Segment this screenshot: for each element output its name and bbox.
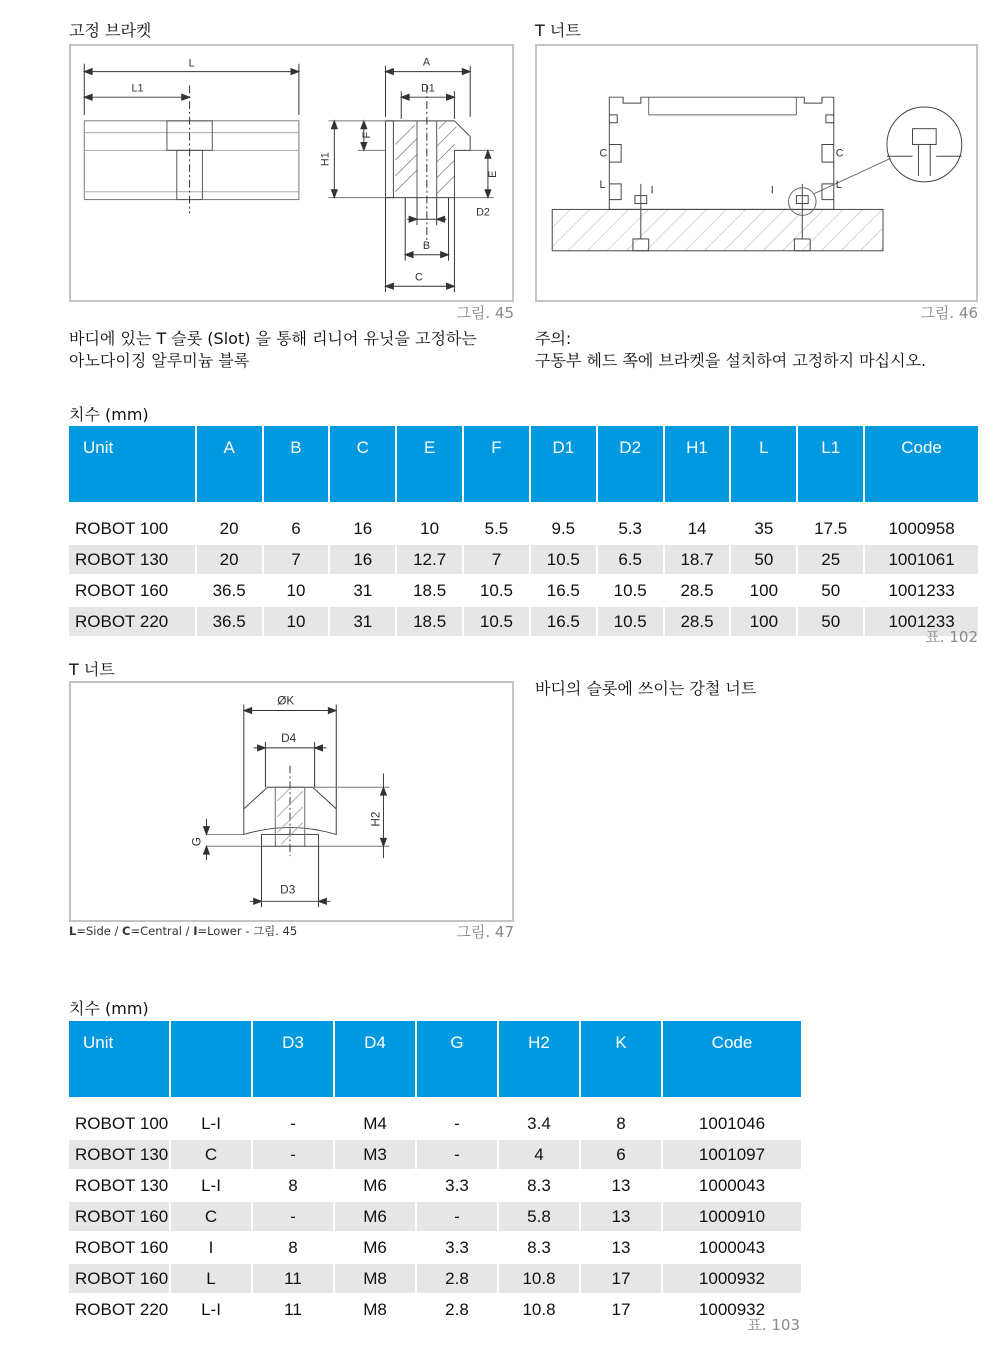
table-row (69, 1171, 801, 1200)
table-cell: 20 (197, 514, 262, 543)
column-header: D2 (598, 426, 663, 502)
dim-label-C: C (415, 271, 423, 284)
table-cell: 31 (330, 607, 395, 636)
table-cell: 14 (665, 514, 730, 543)
table-cell: 7 (464, 545, 529, 574)
table-cell: ROBOT 130 (69, 1140, 169, 1169)
table-row (69, 1233, 801, 1262)
table-cell: M3 (335, 1140, 415, 1169)
table-cell: 36.5 (197, 576, 262, 605)
dim-label-D1: D1 (420, 82, 435, 95)
table-cell: 50 (798, 607, 863, 636)
column-header: K (581, 1021, 661, 1097)
table-cell: 1001046 (663, 1109, 801, 1138)
table-cell: 5.5 (464, 514, 529, 543)
table-row (69, 545, 978, 574)
table-102-caption: 표. 102 (925, 628, 978, 646)
table-cell: ROBOT 160 (69, 1264, 169, 1293)
table-cell: 16 (330, 545, 395, 574)
table-cell: 11 (253, 1295, 333, 1324)
table-cell: 7 (264, 545, 329, 574)
tnut-description: 바디의 슬롯에 쓰이는 강철 너트 (535, 679, 757, 698)
table-cell: 1001097 (663, 1140, 801, 1169)
table-cell: 5.8 (499, 1202, 579, 1231)
table-row (69, 514, 978, 543)
bracket-section-title: 고정 브라켓 (69, 21, 152, 40)
table-cell: 6 (264, 514, 329, 543)
table-cell: 16.5 (531, 607, 596, 636)
table-cell: 100 (731, 576, 796, 605)
table-row (69, 576, 978, 605)
table-cell: 1000958 (865, 514, 978, 543)
tnut-dimensions-table (67, 1019, 803, 1326)
bracket-description-line-2: 아노다이징 알루미늄 블록 (69, 351, 250, 370)
tnut-section-title-top: T 너트 (535, 21, 581, 40)
mounting-note (535, 328, 975, 372)
table-cell: 3.4 (499, 1109, 579, 1138)
column-header: L1 (798, 426, 863, 502)
table-cell: 31 (330, 576, 395, 605)
dim-label-A: A (422, 56, 431, 69)
table-cell: 17.5 (798, 514, 863, 543)
table-cell: 28.5 (665, 607, 730, 636)
bracket-description (69, 328, 519, 372)
table-cell: 10.5 (464, 607, 529, 636)
column-header: G (417, 1021, 497, 1097)
table-cell: 50 (798, 576, 863, 605)
tnut-drawing (69, 681, 514, 922)
type-legend (69, 923, 297, 939)
table-cell: ROBOT 160 (69, 576, 195, 605)
table-cell: 28.5 (665, 576, 730, 605)
table-cell: M8 (335, 1295, 415, 1324)
dim-label-L: L (188, 57, 195, 70)
table-cell: 10 (264, 607, 329, 636)
table-cell: 18.5 (397, 576, 462, 605)
table-cell: ROBOT 130 (69, 1171, 169, 1200)
table-cell: 8 (253, 1233, 333, 1262)
table-cell: 36.5 (197, 607, 262, 636)
table-102-title: 치수 (mm) (69, 405, 149, 424)
table-cell: I (171, 1233, 251, 1262)
dim-label-H2: H2 (368, 811, 383, 827)
table-cell: 10.5 (598, 607, 663, 636)
table-cell: 1001233 (865, 607, 978, 636)
table-cell: 10.5 (598, 576, 663, 605)
fig46-label-c-left: C (599, 147, 608, 160)
table-cell: 10.5 (464, 576, 529, 605)
note-text: 구동부 헤드 쪽에 브라켓을 설치하여 고정하지 마십시오. (535, 351, 927, 370)
legend-val-l: =Side / (76, 924, 123, 938)
table-cell: 8 (581, 1109, 661, 1138)
table-cell: 1000910 (663, 1202, 801, 1231)
table-spacer (69, 504, 978, 512)
table-header-row (69, 426, 978, 502)
table-cell: 20 (197, 545, 262, 574)
table-cell: - (417, 1202, 497, 1231)
table-cell: 4 (499, 1140, 579, 1169)
table-cell: ROBOT 100 (69, 1109, 169, 1138)
table-cell: - (253, 1140, 333, 1169)
table-cell: 17 (581, 1264, 661, 1293)
table-103-title: 치수 (mm) (69, 999, 149, 1018)
table-cell: M6 (335, 1202, 415, 1231)
table-cell: 5.3 (598, 514, 663, 543)
column-header: F (464, 426, 529, 502)
figure-47-caption: 그림. 47 (456, 923, 514, 941)
column-header: H1 (665, 426, 730, 502)
table-cell: L-I (171, 1295, 251, 1324)
legend-key-l: L (69, 924, 77, 938)
table-cell: M4 (335, 1109, 415, 1138)
table-cell: 10.8 (499, 1295, 579, 1324)
column-header: D3 (253, 1021, 333, 1097)
table-cell: 25 (798, 545, 863, 574)
table-cell: 11 (253, 1264, 333, 1293)
figure-46-caption: 그림. 46 (920, 304, 978, 322)
table-cell: 1001061 (865, 545, 978, 574)
table-cell: 10.5 (531, 545, 596, 574)
bracket-description-line-1: 바디에 있는 T 슬롯 (Slot) 을 통해 리니어 유닛을 고정하는 (69, 329, 477, 348)
table-cell: 1000932 (663, 1264, 801, 1293)
table-header-row (69, 1021, 801, 1097)
bracket-dimensions-table (67, 424, 980, 638)
table-cell: - (253, 1109, 333, 1138)
table-cell: 13 (581, 1171, 661, 1200)
table-cell: 50 (731, 545, 796, 574)
table-cell: ROBOT 100 (69, 514, 195, 543)
table-cell: 18.5 (397, 607, 462, 636)
table-103-caption: 표. 103 (747, 1316, 800, 1334)
tnut-mounting-drawing (535, 44, 978, 302)
table-cell: 10 (397, 514, 462, 543)
fig46-label-l-left: L (599, 178, 606, 191)
legend-key-c: C (122, 924, 131, 938)
table-spacer (69, 1099, 801, 1107)
table-cell: 10.8 (499, 1264, 579, 1293)
dim-label-B: B (422, 239, 431, 252)
table-row (69, 1109, 801, 1138)
table-cell: M8 (335, 1264, 415, 1293)
fig46-label-l-right: L (835, 178, 842, 191)
fig46-label-i-right: I (770, 184, 774, 197)
table-cell: ROBOT 220 (69, 1295, 169, 1324)
table-cell: ROBOT 130 (69, 545, 195, 574)
column-header: Code (865, 426, 978, 502)
table-cell: 35 (731, 514, 796, 543)
column-header: C (330, 426, 395, 502)
table-cell: 12.7 (397, 545, 462, 574)
legend-key-i: I (193, 924, 198, 938)
column-header: L (731, 426, 796, 502)
table-row (69, 1202, 801, 1231)
table-row (69, 607, 978, 636)
table-cell: 6.5 (598, 545, 663, 574)
column-header (171, 1021, 251, 1097)
table-row (69, 1140, 801, 1169)
table-cell: 3.3 (417, 1171, 497, 1200)
table-cell: - (417, 1140, 497, 1169)
column-header: Unit (69, 426, 195, 502)
table-cell: 6 (581, 1140, 661, 1169)
column-header: Code (663, 1021, 801, 1097)
table-cell: ROBOT 160 (69, 1233, 169, 1262)
column-header: D1 (531, 426, 596, 502)
table-cell: M6 (335, 1233, 415, 1262)
column-header: A (197, 426, 262, 502)
dim-label-G: G (189, 837, 204, 847)
table-cell: 2.8 (417, 1295, 497, 1324)
fig46-label-c-right: C (835, 147, 844, 160)
dim-label-D4: D4 (281, 731, 297, 746)
table-cell: 16.5 (531, 576, 596, 605)
table-cell: 17 (581, 1295, 661, 1324)
table-cell: 1000043 (663, 1233, 801, 1262)
table-cell: 13 (581, 1233, 661, 1262)
dim-label-D2: D2 (476, 206, 490, 219)
table-cell: ROBOT 220 (69, 607, 195, 636)
dim-label-E: E (486, 170, 499, 178)
column-header: B (264, 426, 329, 502)
legend-val-i: =Lower - 그림. 45 (197, 924, 298, 938)
table-cell: 18.7 (665, 545, 730, 574)
table-cell: 1000043 (663, 1171, 801, 1200)
table-cell: 8.3 (499, 1171, 579, 1200)
table-cell: 13 (581, 1202, 661, 1231)
dim-label-H1: H1 (319, 152, 332, 167)
table-cell: 16 (330, 514, 395, 543)
table-cell: C (171, 1202, 251, 1231)
tnut-section-title: T 너트 (69, 660, 115, 679)
figure-45-caption: 그림. 45 (456, 304, 514, 322)
table-cell: 1000932 (663, 1295, 801, 1324)
dim-label-D3: D3 (280, 882, 296, 897)
bracket-drawing (69, 44, 514, 302)
dim-label-L1: L1 (131, 82, 144, 95)
table-cell: M6 (335, 1171, 415, 1200)
table-cell: 1001233 (865, 576, 978, 605)
table-cell: ROBOT 160 (69, 1202, 169, 1231)
column-header: D4 (335, 1021, 415, 1097)
table-row (69, 1264, 801, 1293)
note-title: 주의: (535, 329, 572, 348)
dim-label-F: F (360, 131, 373, 139)
table-cell: L (171, 1264, 251, 1293)
table-cell: 8 (253, 1171, 333, 1200)
fig46-label-i-left: I (650, 184, 654, 197)
table-cell: 2.8 (417, 1264, 497, 1293)
table-cell: - (417, 1109, 497, 1138)
table-cell: L-I (171, 1171, 251, 1200)
dim-label-K: ØK (277, 693, 295, 708)
column-header: E (397, 426, 462, 502)
table-cell: L-I (171, 1109, 251, 1138)
table-cell: 100 (731, 607, 796, 636)
table-cell: 8.3 (499, 1233, 579, 1262)
table-cell: 9.5 (531, 514, 596, 543)
column-header: Unit (69, 1021, 169, 1097)
table-cell: C (171, 1140, 251, 1169)
table-cell: 10 (264, 576, 329, 605)
table-cell: - (253, 1202, 333, 1231)
legend-val-c: =Central / (130, 924, 194, 938)
column-header: H2 (499, 1021, 579, 1097)
table-row (69, 1295, 801, 1324)
table-cell: 3.3 (417, 1233, 497, 1262)
